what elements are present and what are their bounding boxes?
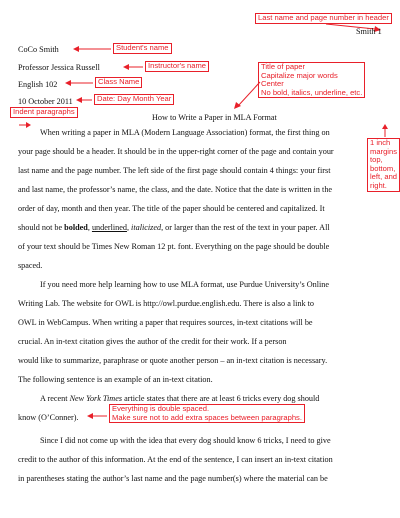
margins-annotation: 1 inch margins top, bottom, left, and right. [367, 138, 400, 192]
date-arrow-icon [76, 95, 94, 105]
indent-annotation: Indent paragraphs [10, 107, 78, 118]
paragraph-1-line: order of day, month and then year. The title of the paper should be centered and capitalized. It [18, 204, 325, 213]
paper-title: How to Write a Paper in MLA Format [152, 113, 277, 122]
margins-arrow-icon [380, 124, 390, 138]
paragraph-1-line: your page should be a header. It should be in the upper-right corner of the page and contain your [18, 147, 334, 156]
italic-title: New York Times [69, 394, 123, 403]
instructor-annotation: Instructor's name [145, 61, 209, 72]
paragraph-2-line: If you need more help learning how to use MLA format, use Purdue University’s Online [40, 280, 330, 289]
class-annotation: Class Name [95, 77, 142, 88]
bold-word: bolded [64, 223, 88, 232]
indent-arrow-icon [16, 119, 32, 131]
text-run: , [87, 223, 92, 232]
instructor-arrow-icon [123, 62, 145, 72]
paragraph-1-line [18, 223, 330, 233]
date: 10 October 2011 [18, 97, 73, 106]
paragraph-3-line [40, 394, 319, 404]
italic-word: italicized [131, 223, 162, 232]
paragraph-2-line: Writing Lab. The website for OWL is http://owl.purdue.english.edu. There is also a link to [18, 299, 315, 308]
title-annotation: Title of paper Capitalize major words Center No bold, italics, underline, etc. [258, 62, 365, 98]
running-head: Smith 1 [356, 27, 382, 36]
paragraph-4-line: Since I did not come up with the idea that every dog should know 6 tricks, I need to give [40, 436, 331, 445]
paragraph-1-line: spaced. [18, 261, 43, 270]
class-arrow-icon [65, 78, 95, 88]
text-run: should not be [18, 223, 65, 232]
student-annotation: Student's name [113, 43, 172, 54]
paragraph-3-line: know (O’Conner). [18, 413, 79, 422]
paragraph-1-line: last name and the page number. The left side of the first page should contain 4 things: your first [18, 166, 331, 175]
paragraph-2-line: would like to summarize, paraphrase or quote another person – an in-text citation is necessary. [18, 356, 328, 365]
instructor-name: Professor Jessica Russell [18, 63, 100, 72]
paragraph-4-line: credit to the author of this information. At the end of the sentence, I can insert an in-text citation [18, 455, 333, 464]
paragraph-2-line: The following sentence is an example of an in-text citation. [18, 375, 213, 384]
date-annotation: Date: Day Month Year [94, 94, 174, 105]
underlined-word: underlined [91, 223, 127, 232]
student-arrow-icon [73, 44, 113, 54]
text-run: article states that there are at least 6 tricks every dog should [122, 394, 320, 403]
student-name: CoCo Smith [18, 45, 59, 54]
text-run: A recent [40, 394, 70, 403]
paragraph-1-line: and last name, the professor’s name, the class, and the date. Notice that the date is written in the [18, 185, 333, 194]
paragraph-2-line: crucial. An in-text citation gives the author of the credit for their work. If a person [18, 337, 287, 346]
paragraph-1-line: When writing a paper in MLA (Modern Language Association) format, the first thing on [40, 128, 330, 137]
spacing-arrow-icon [87, 411, 109, 421]
class-name: English 102 [18, 80, 58, 89]
paragraph-4-line: in parentheses stating the author’s last name and the page number(s) where the material can be [18, 474, 328, 483]
text-run: , [126, 223, 132, 232]
paragraph-2-line: OWL in WebCampus. When writing a paper that requires sources, in-text citations will be [18, 318, 313, 327]
header-annotation: Last name and page number in header [255, 13, 392, 24]
paragraph-1-line: of your text should be Times New Roman 12 pt. font. Everything on the page should be double [18, 242, 330, 251]
spacing-annotation: Everything is double spaced. Make sure not to add extra spaces between paragraphs. [109, 404, 305, 423]
title-arrow-icon [232, 80, 262, 110]
text-run: , or larger than the rest of the text in your paper. All [161, 223, 330, 232]
